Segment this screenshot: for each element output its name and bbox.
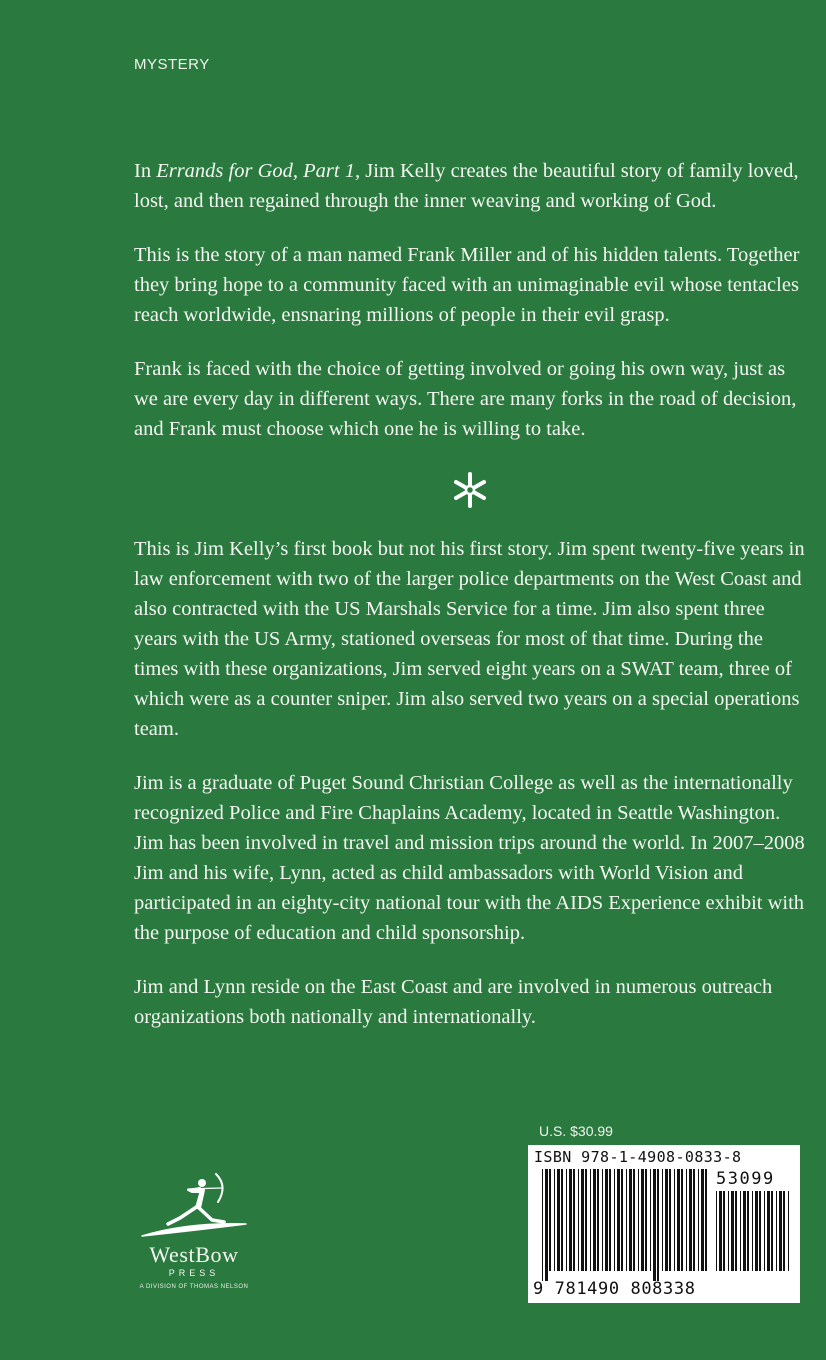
barcode-bar [665,1169,668,1271]
barcode-bar [716,1191,717,1271]
barcode-bar [657,1169,659,1281]
barcode-bar [693,1169,695,1271]
book-title: Errands for God, Part 1, [156,160,361,182]
barcode-bar [776,1191,777,1271]
barcode-bar [569,1169,572,1271]
barcode-bar [617,1169,620,1271]
isbn-barcode [528,1145,800,1303]
genre-label: MYSTERY [134,56,210,73]
barcode-bar [677,1169,680,1271]
barcode-bar [705,1169,707,1271]
publisher-sub: PRESS [168,1268,220,1278]
barcode-bar [549,1169,551,1271]
barcode-bar [689,1169,692,1271]
barcode-bar [681,1169,683,1271]
barcode-bar [545,1169,548,1281]
barcode-bar [701,1169,704,1271]
barcode-bar [614,1169,615,1271]
barcode-bar [641,1169,644,1271]
barcode-bar [581,1169,584,1271]
barcode-bar [764,1191,765,1271]
barcode-bar [621,1169,623,1271]
barcode-bar [752,1191,753,1271]
barcode-bar [629,1169,632,1271]
barcode-bar [650,1169,651,1271]
barcode-bar [653,1169,656,1281]
barcode-bar [771,1191,773,1271]
publisher-name: WestBow [149,1242,239,1267]
barcode-bar [674,1169,675,1271]
addon-barcode-bars [716,1191,792,1281]
barcode-bar [735,1191,737,1271]
author-bio-paragraph: Jim is a graduate of Puget Sound Christian College as well as the internationally recognized Police and Fire Chaplains Academy, located in Seattle Washington. Jim has been involved in travel and mission trips around the world. In 2007–2008 Jim and his wife, Lynn, acted as child ambassadors with World Vision and participated in an eighty-city national tour with the AIDS Experience exhibit with the purpose of education and child sponsorship. [134,772,805,944]
synopsis-paragraph: Frank is faced with the choice of getting involved or going his own way, just as we are every day in different ways. There are many forks in the road of decision, and Frank must choose which one he is willing to take. [134,358,797,440]
barcode-bar [759,1191,761,1271]
barcode-bar [662,1169,663,1271]
barcode-bar [686,1169,687,1271]
price-label: U.S. $30.99 [539,1123,613,1139]
barcode-bar [561,1169,563,1271]
barcode-bar [605,1169,608,1271]
barcode-bar [626,1169,627,1271]
barcode-bar [542,1169,543,1281]
barcode-bar [645,1169,647,1271]
barcode-bar [728,1191,729,1271]
barcode-bar [747,1191,749,1271]
barcode-bar [566,1169,567,1271]
barcode-bar [597,1169,599,1271]
synopsis-paragraph: This is the story of a man named Frank Miller and of his hidden talents. Together they bring hope to a community faced with an unimaginable evil whose tentacles reach worldwide, ensnaring millions of people in their evil grasp. [134,244,800,326]
isbn-text: ISBN 978-1-4908-0833-8 [534,1148,742,1166]
asterisk-ornament-icon [134,468,806,512]
ean-barcode-bars [542,1169,712,1281]
barcode-bar [743,1191,746,1271]
barcode-bar [755,1191,758,1271]
barcode-bar [731,1191,734,1271]
barcode-bar [633,1169,635,1271]
barcode-bar [779,1191,782,1271]
publisher-division: A DIVISION OF THOMAS NELSON [139,1284,249,1290]
archer-figure-icon [128,1170,260,1242]
barcode-bar [609,1169,611,1271]
barcode-bar [554,1169,555,1271]
barcode-bar [638,1169,639,1271]
back-cover-copy [134,156,806,1056]
author-bio-paragraph: Jim and Lynn reside on the East Coast and are involved in numerous outreach organizations both nationally and internationally. [134,976,773,1028]
barcode-bar [767,1191,770,1271]
barcode-bar [573,1169,575,1271]
barcode-bar [578,1169,579,1271]
barcode-bar [783,1191,785,1271]
addon-code: 53099 [716,1169,775,1189]
barcode-bar [788,1191,789,1271]
barcode-bar [740,1191,741,1271]
barcode-bar [719,1191,722,1271]
barcode-bar [557,1169,560,1271]
publisher-logo [128,1170,268,1310]
barcode-bar [669,1169,671,1271]
barcode-bar [698,1169,699,1271]
barcode-bar [590,1169,591,1271]
barcode-bar [585,1169,587,1271]
ean-digits: 9 781490 808338 [533,1279,696,1299]
author-bio-paragraph: This is Jim Kelly’s first book but not his first story. Jim spent twenty-five years in law enforcement with two of the larger police departments on the West Coast and also contracted with the US Marshals Service for a time. Jim also spent three years with the US Army, stationed overseas for most of that time. During the times with these organizations, Jim served eight years on a SWAT team, three of which were as a counter sniper. Jim also served two years on a special operations team. [134,538,805,740]
barcode-bar [602,1169,603,1271]
barcode-bar [723,1191,725,1271]
barcode-bar [593,1169,596,1271]
intro-paragraph: In Errands for God, Part 1, Jim Kelly creates the beautiful story of family loved, lost, and then regained through the inner weaving and working of God. [134,160,799,212]
